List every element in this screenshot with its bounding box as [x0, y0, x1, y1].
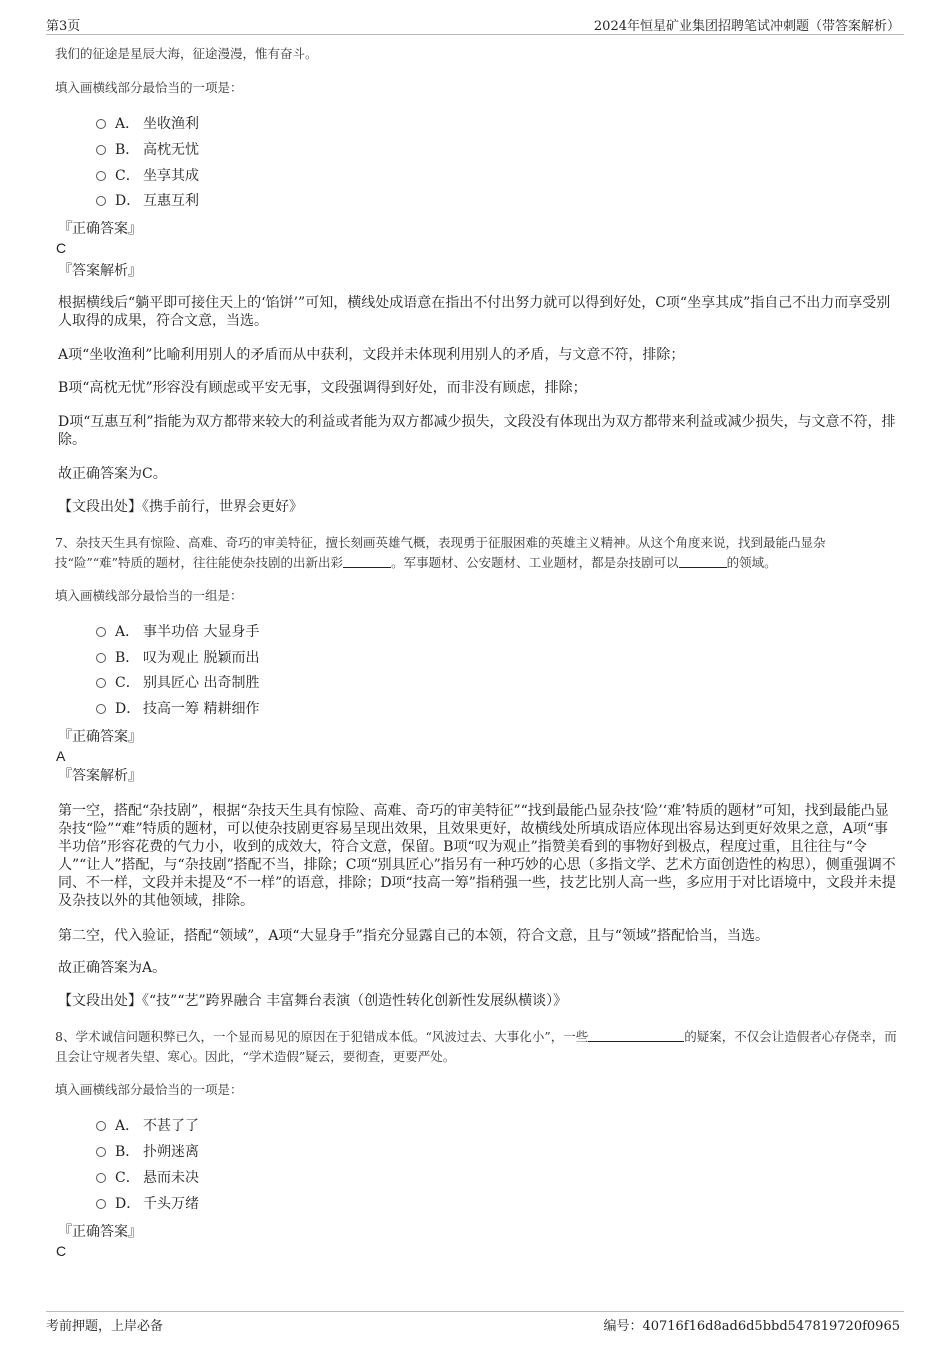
radio-icon[interactable] — [96, 704, 106, 714]
q6-option-c[interactable]: C． 坐享其成 — [96, 167, 199, 185]
q6-source: 【文段出处】《携手前行，世界会更好》 — [58, 499, 303, 515]
q7-analysis-p2: 第二空，代入验证，搭配“领域”，A项“大显身手”指充分显露自己的本领，符合文意，且与“领域”搭配恰当，当选。 — [58, 928, 770, 944]
q8-option-c[interactable]: C． 悬而未决 — [96, 1169, 199, 1187]
q6-analysis-p4: D项“互惠互利”指能为双方都带来较大的利益或者能为双方都减少损失，文段没有体现出为双方都带来利益或减少损失，与文意不符，排除。 — [58, 414, 896, 448]
radio-icon[interactable] — [96, 171, 106, 181]
radio-icon[interactable] — [96, 1173, 106, 1183]
footer-slogan: 考前押题，上岸必备 — [46, 1319, 164, 1334]
q6-analysis-p2: A项“坐收渔利”比喻利用别人的矛盾而从中获利，文段并未体现利用别人的矛盾，与文意不符，排除； — [58, 347, 685, 363]
q7-analysis-p1: 第一空，搭配“杂技剧”，根据“杂技天生具有惊险、高难、奇巧的审美特征”“找到最能凸显杂技‘险’‘难’特质的题材”可知，找到最能凸显杂技“险”“难”特质的题材，可以使杂技剧更容易呈现出效果，且效果更好，故横线处所填成语应体现出容易达到更好效果之意，A项“事半功倍”形容花费的气力小，收到的成效大，符合文意，保留。B项“叹为观止”指赞美看到的事物好到极点，程度过重，且往往与“令人”“让人”搭配，与“杂技剧”搭配不当，排除；C项“别具匠心”指另有一种巧妙的心思（多指文学、艺术方面创造性的构思），侧重强调不同、不一样，文段并未提及“不一样”的语意，排除；D项“技高一筹”指稍强一些，技艺比别人高一些，多应用于对比语境中，文段并未提及杂技以外的其他领域，排除。 — [58, 803, 896, 909]
q8-stem: 8、学术诚信问题积弊已久，一个显而易见的原因在于犯错成本低。“风波过去、大事化小”，一些 的疑案，不仅会让造假者心存侥幸，而且会让守规者失望、寒心。因此，“学术造假”疑云，要彻查，更要严处。 — [55, 1029, 897, 1064]
radio-icon[interactable] — [96, 119, 106, 129]
q8-option-b[interactable]: B． 扑朔迷离 — [96, 1143, 199, 1161]
blank-line — [679, 555, 727, 568]
blank-line — [343, 555, 391, 568]
q8-instruction: 填入画横线部分最恰当的一项是： — [55, 1082, 243, 1097]
radio-icon[interactable] — [96, 1147, 106, 1157]
document-title: 2024年恒星矿业集团招聘笔试冲刺题（带答案解析） — [593, 19, 900, 34]
q7-analysis-heading: 『答案解析』 — [58, 768, 142, 784]
q6-analysis-p1: 根据横线后“躺平即可接住天上的‘馅饼’”可知，横线处成语意在指出不付出努力就可以得到好处，C项“坐享其成”指自己不出力而享受别人取得的成果，符合文意，当选。 — [58, 295, 891, 329]
q6-option-d[interactable]: D． 互惠互利 — [96, 192, 199, 210]
radio-icon[interactable] — [96, 678, 106, 688]
radio-icon[interactable] — [96, 627, 106, 637]
document-code: 编号：40716f16d8ad6d5bbd547819720f0965 — [603, 1319, 900, 1334]
q7-conclusion: 故正确答案为A。 — [58, 960, 167, 976]
radio-icon[interactable] — [96, 1199, 106, 1209]
q7-option-b[interactable]: B． 叹为观止 脱颖而出 — [96, 649, 259, 667]
radio-icon[interactable] — [96, 1121, 106, 1131]
q6-answer: C — [56, 240, 67, 256]
q7-source: 【文段出处】《“技”“艺”跨界融合 丰富舞台表演（创造性转化创新性发展纵横谈）》 — [58, 993, 568, 1009]
q6-option-a[interactable]: A． 坐收渔利 — [96, 115, 199, 133]
blank-line — [588, 1029, 684, 1042]
page-footer — [46, 1311, 904, 1332]
q8-answer: C — [56, 1243, 67, 1259]
q7-answer: A — [56, 748, 66, 764]
q7-option-d[interactable]: D． 技高一筹 精耕细作 — [96, 700, 259, 718]
radio-icon[interactable] — [96, 653, 106, 663]
q6-analysis-heading: 『答案解析』 — [58, 263, 142, 279]
q6-analysis-p3: B项“高枕无忧”形容没有顾虑或平安无事，文段强调得到好处，而非没有顾虑，排除； — [58, 380, 587, 396]
q7-option-c[interactable]: C． 别具匠心 出奇制胜 — [96, 674, 259, 692]
q8-option-a[interactable]: A． 不甚了了 — [96, 1117, 199, 1135]
radio-icon[interactable] — [96, 196, 106, 206]
q8-option-d[interactable]: D． 千头万绪 — [96, 1195, 199, 1213]
q7-instruction: 填入画横线部分最恰当的一组是： — [55, 588, 243, 603]
q6-instruction: 填入画横线部分最恰当的一项是： — [55, 80, 243, 95]
q6-conclusion: 故正确答案为C。 — [58, 466, 167, 482]
q6-answer-heading: 『正确答案』 — [58, 221, 142, 237]
q7-stem: 7、杂技天生具有惊险、高难、奇巧的审美特征，擅长刻画英雄气概，表现勇于征服困难的英雄主义精神。从这个角度来说，找到最能凸显杂技“险”“难”特质的题材，往往能使杂技剧的出新出彩 。军事题材、公安题材、工业题材，都是杂技剧可以 的领域。 — [55, 535, 826, 570]
radio-icon[interactable] — [96, 145, 106, 155]
q7-option-a[interactable]: A． 事半功倍 大显身手 — [96, 623, 259, 641]
page-number: 第3页 — [46, 19, 81, 34]
q8-answer-heading: 『正确答案』 — [58, 1224, 142, 1240]
q7-answer-heading: 『正确答案』 — [58, 729, 142, 745]
q6-option-b[interactable]: B． 高枕无忧 — [96, 141, 199, 159]
page-header — [46, 14, 904, 35]
q6-stem: 我们的征途是星辰大海，征途漫漫，惟有奋斗。 — [55, 46, 318, 61]
